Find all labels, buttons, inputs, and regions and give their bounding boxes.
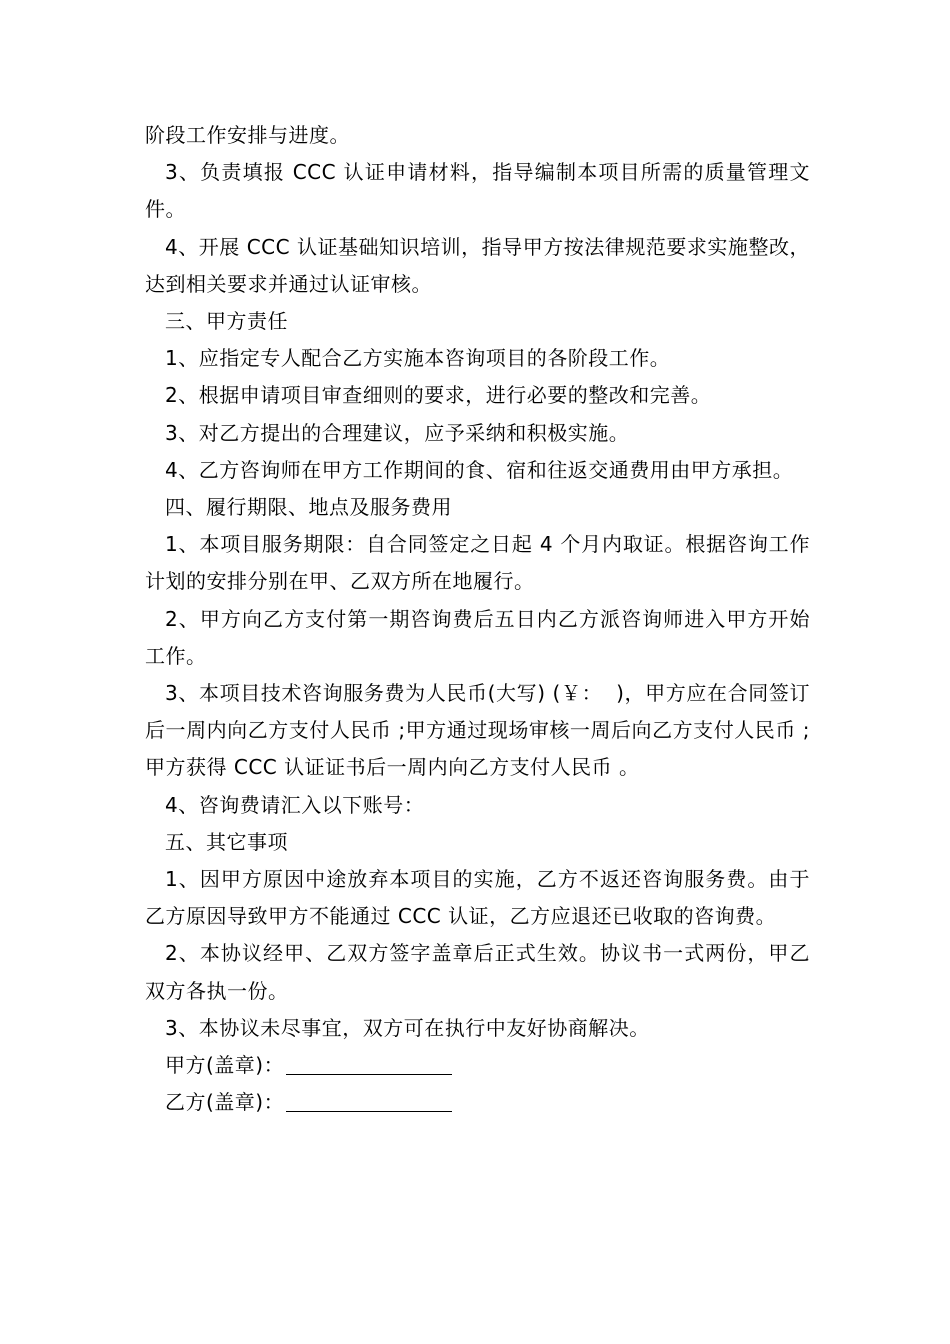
- paragraph-effectiveness: 2、本协议经甲、乙双方签字盖章后正式生效。协议书一式两份，甲乙双方各执一份。: [145, 941, 810, 1003]
- signature-party-a-line: [286, 1052, 452, 1075]
- paragraph-service-term: 1、本项目服务期限：自合同签定之日起 4 个月内取证。根据咨询工作计划的安排分别在甲、乙双方所在地履行。: [145, 532, 810, 594]
- signature-party-a-label: 甲方(盖章)：: [165, 1053, 285, 1078]
- signature-party-a: [145, 1047, 810, 1084]
- paragraph-ccc-application: 3、负责填报 CCC 认证申请材料，指导编制本项目所需的质量管理文件。: [145, 160, 810, 222]
- signature-party-b-line: [286, 1089, 452, 1112]
- paragraph-party-a-duty-2: 2、根据申请项目审查细则的要求，进行必要的整改和完善。: [165, 383, 712, 408]
- signature-party-b-label: 乙方(盖章)：: [165, 1090, 285, 1115]
- section-heading-term-location-fees: 四、履行期限、地点及服务费用: [165, 495, 452, 520]
- paragraph-refund-terms: 1、因甲方原因中途放弃本项目的实施，乙方不返还咨询服务费。由于乙方原因导致甲方不能通过 CCC 认证，乙方应退还已收取的咨询费。: [145, 867, 810, 929]
- paragraph-party-a-duty-1: 1、应指定专人配合乙方实施本咨询项目的各阶段工作。: [165, 346, 671, 371]
- paragraph-ccc-training: 4、开展 CCC 认证基础知识培训，指导甲方按法律规范要求实施整改，达到相关要求并通过认证审核。: [145, 234, 810, 296]
- paragraph-first-payment: 2、甲方向乙方支付第一期咨询费后五日内乙方派咨询师进入甲方开始工作。: [145, 606, 810, 668]
- paragraph-bank-account: 4、咨询费请汇入以下账号：: [165, 792, 425, 817]
- section-heading-party-a-duties: 三、甲方责任: [165, 309, 288, 334]
- contract-body: [145, 117, 810, 1121]
- paragraph-service-fee: 3、本项目技术咨询服务费为人民币(大写) (￥： )，甲方应在合同签订后一周内向乙方支付人民币 ;甲方通过现场审核一周后向乙方支付人民币 ;甲方获得 CCC 认证证书后一周内向乙方支付人民币 。: [145, 681, 810, 780]
- paragraph-unresolved-matters: 3、本协议未尽事宜，双方可在执行中友好协商解决。: [165, 1015, 650, 1040]
- section-heading-other-matters: 五、其它事项: [165, 829, 288, 854]
- signature-party-b: [145, 1084, 810, 1121]
- paragraph-party-a-duty-3: 3、对乙方提出的合理建议，应予采纳和积极实施。: [165, 420, 630, 445]
- paragraph-party-a-duty-4: 4、乙方咨询师在甲方工作期间的食、宿和往返交通费用由甲方承担。: [165, 457, 794, 482]
- paragraph-stage-arrangement: 阶段工作安排与进度。: [145, 123, 350, 147]
